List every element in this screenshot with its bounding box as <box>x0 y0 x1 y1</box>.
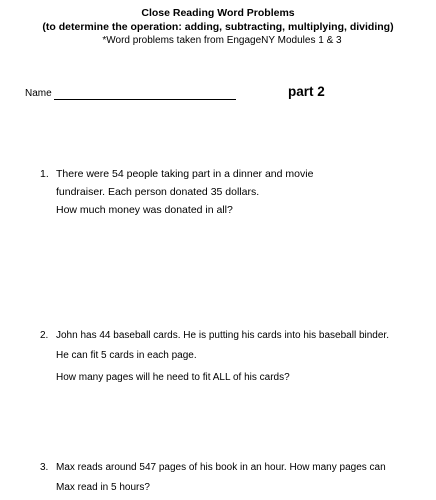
question-line: How much money was donated in all? <box>56 204 233 216</box>
source-note: *Word problems taken from EngageNY Modules 1 & 3 <box>102 35 342 46</box>
name-label: Name <box>25 88 52 99</box>
name-field <box>25 88 236 100</box>
question-line: John has 44 baseball cards. He is putting his cards into his baseball binder. <box>56 330 389 341</box>
question-line: fundraiser. Each person donated 35 dollars. <box>56 186 260 198</box>
question-line: How many pages will he need to fit ALL of his cards? <box>56 372 290 383</box>
question-number: 2. <box>40 330 49 341</box>
question-line: There were 54 people taking part in a dinner and movie <box>56 168 314 180</box>
question-line: Max read in 5 hours? <box>56 482 150 493</box>
worksheet-title: Close Reading Word Problems <box>141 7 295 19</box>
question-number: 1. <box>40 168 49 180</box>
question-line: He can fit 5 cards in each page. <box>56 350 197 361</box>
part-label: part 2 <box>288 84 325 99</box>
question-number: 3. <box>40 462 49 473</box>
worksheet-header <box>0 6 436 48</box>
question-line: Max reads around 547 pages of his book in an hour. How many pages can <box>56 462 386 473</box>
name-blank-line[interactable] <box>54 89 236 100</box>
worksheet-subtitle: (to determine the operation: adding, subtracting, multiplying, dividing) <box>42 21 394 33</box>
